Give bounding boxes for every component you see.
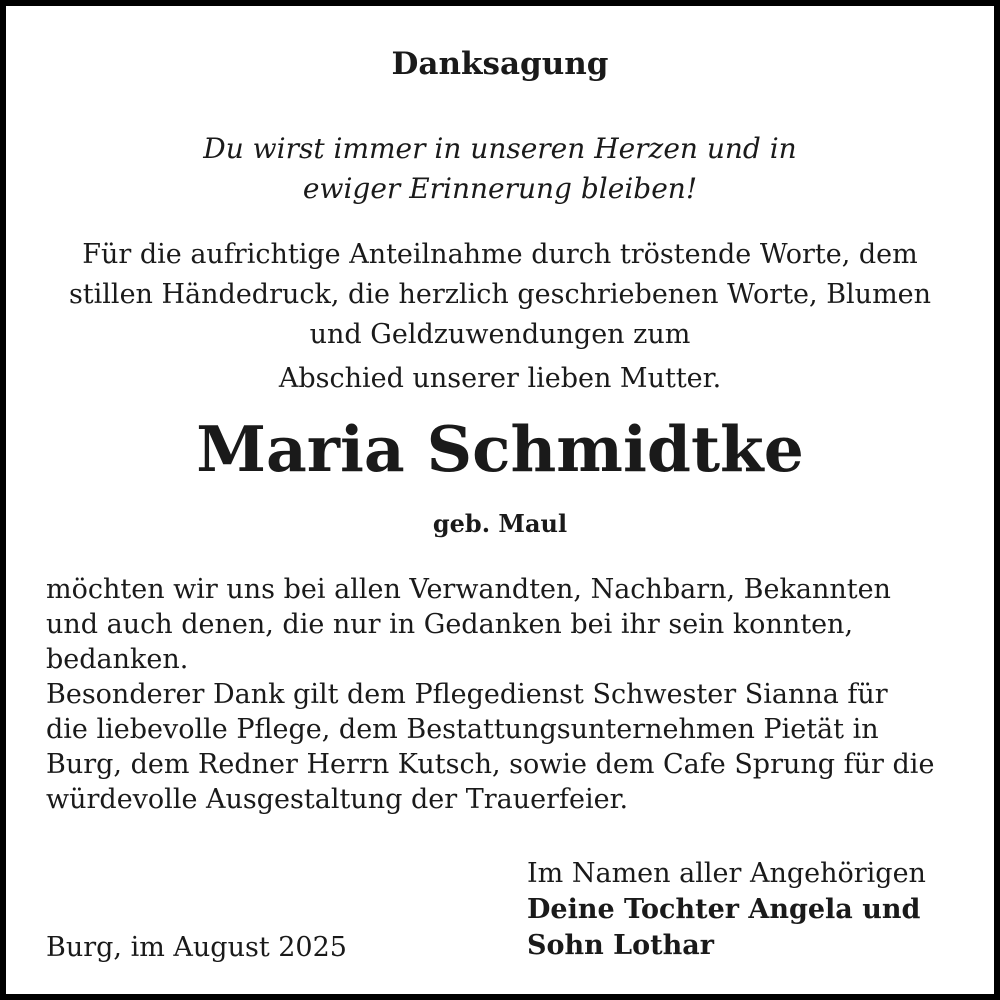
signature-intro: Im Namen aller Angehörigen bbox=[527, 858, 926, 889]
intro-line: und Geldzuwendungen zum bbox=[309, 319, 691, 350]
body-line: Burg, dem Redner Herrn Kutsch, sowie dem Cafe Sprung für die bbox=[46, 749, 935, 780]
signature-name: Deine Tochter Angela und bbox=[527, 894, 921, 925]
body-line: möchten wir uns bei allen Verwandten, Nachbarn, Bekannten bbox=[46, 574, 891, 605]
motto bbox=[6, 129, 994, 209]
motto-line: ewiger Erinnerung bleiben! bbox=[302, 172, 698, 205]
motto-line: Du wirst immer in unseren Herzen und in bbox=[203, 132, 797, 165]
intro-line: Abschied unserer lieben Mutter. bbox=[278, 363, 722, 394]
place-date: Burg, im August 2025 bbox=[46, 932, 347, 963]
deceased-name: Maria Schmidtke bbox=[196, 412, 804, 486]
intro-line: Für die aufrichtige Anteilnahme durch tröstende Worte, dem bbox=[82, 239, 918, 270]
body-line: bedanken. bbox=[46, 644, 189, 675]
signature-block bbox=[527, 856, 926, 964]
body-text bbox=[46, 572, 956, 817]
body-line: die liebevolle Pflege, dem Bestattungsunternehmen Pietät in bbox=[46, 714, 879, 745]
body-line: Besonderer Dank gilt dem Pflegedienst Schwester Sianna für bbox=[46, 679, 888, 710]
intro-line: stillen Händedruck, die herzlich geschriebenen Worte, Blumen bbox=[68, 279, 932, 310]
intro-text bbox=[6, 235, 994, 399]
body-line: würdevolle Ausgestaltung der Trauerfeier. bbox=[46, 784, 629, 815]
heading: Danksagung bbox=[391, 46, 609, 82]
birth-name: geb. Maul bbox=[432, 509, 568, 538]
body-line: und auch denen, die nur in Gedanken bei ihr sein konnten, bbox=[46, 609, 854, 640]
signature-name: Sohn Lothar bbox=[527, 930, 714, 961]
